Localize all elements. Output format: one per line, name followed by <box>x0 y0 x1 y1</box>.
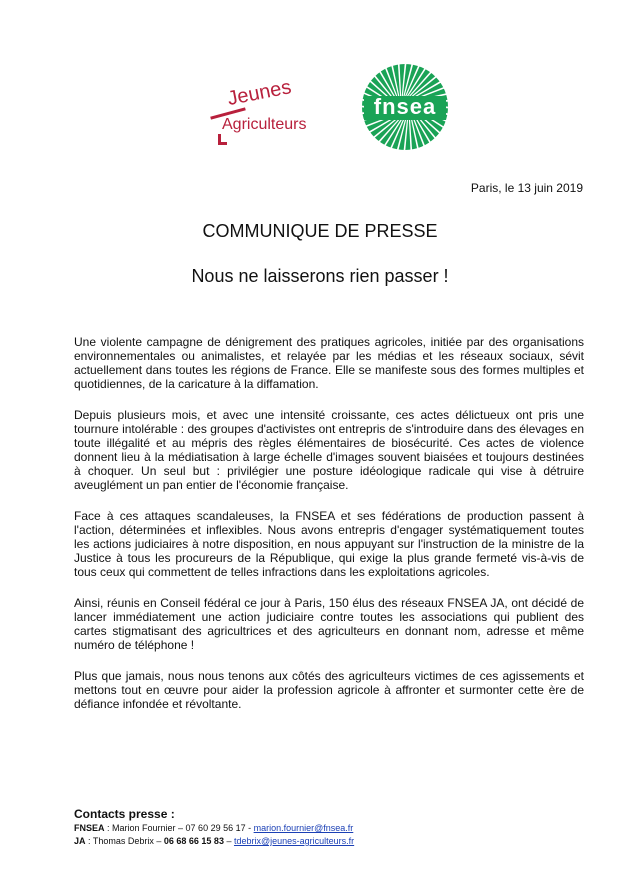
contact-ja <box>74 835 594 848</box>
document-subtitle: Nous ne laisserons rien passer ! <box>191 266 449 286</box>
contact-org: FNSEA <box>74 823 105 833</box>
document-title: COMMUNIQUE DE PRESSE <box>202 221 438 241</box>
contact-email-link[interactable]: tdebrix@jeunes-agriculteurs.fr <box>233 836 355 846</box>
body-text <box>74 335 584 728</box>
contact-details: : Thomas Debrix – <box>85 836 164 846</box>
contacts-heading: Contacts presse : <box>74 807 175 821</box>
contact-org: JA <box>74 836 86 846</box>
ja-logo-line2: Agriculteurs <box>222 116 307 133</box>
contact-email-link[interactable]: marion.fournier@fnsea.fr <box>253 823 354 833</box>
paragraph: Depuis plusieurs mois, et avec une intensité croissante, ces actes délictueux ont pris une tournure intolérable : des groupes d'activistes ont entrepris de s'introduire dans des élevages en toute illégalité et au mépris des règles élémentaires de biosécurité. Ces actes de violence donnent lieu à la médiatisation à large échelle d'images souvent biaisées et toujours destinées à choquer. Un seul but : privilégier une posture idéologique radicale qui vise à détruire aveuglément un pan entier de l'économie française. <box>74 408 584 492</box>
ja-logo-bracket <box>218 134 227 145</box>
paragraph: Ainsi, réunis en Conseil fédéral ce jour à Paris, 150 élus des réseaux FNSEA JA, ont décidé de lancer immédiatement une action judiciaire contre toutes les associations qui publient des cartes stigmatisant des agricultrices et des agriculteurs en donnant nom, adresse et même numéro de téléphone ! <box>74 596 584 652</box>
jeunes-agriculteurs-logo <box>206 78 316 142</box>
paragraph: Face à ces attaques scandaleuses, la FNSEA et ses fédérations de production passent à l'action, déterminées et inflexibles. Nous avons entrepris d'engager systématiquement toutes les actions judiciaires à notre disposition, en nous appuyant sur l'instruction de la ministre de la Justice à tous les procureurs de la République, qui exige la plus grande fermeté vis-à-vis de tous ceux qui commettent de telles infractions dans les exploitations agricoles. <box>74 509 584 579</box>
fnsea-logo-text: fnsea <box>373 94 437 119</box>
ja-logo-line1: Jeunes <box>225 76 294 111</box>
paragraph: Une violente campagne de dénigrement des pratiques agricoles, initiée par des organisations environnementales ou animalistes, et relayée par les médias et les réseaux sociaux, sévit actuellement dans toutes les régions de France. Elle se manifeste sous des formes multiples et quotidiennes, de la caricature à la diffamation. <box>74 335 584 391</box>
contact-separator: – <box>223 836 234 846</box>
fnsea-logo <box>360 62 450 152</box>
contact-fnsea <box>74 822 594 835</box>
press-contacts <box>74 807 594 848</box>
paragraph: Plus que jamais, nous nous tenons aux côtés des agriculteurs victimes de ces agissements et mettons tout en œuvre pour aider la profession agricole à affronter et surmonter cette ère de défiance infondée et révoltante. <box>74 669 584 711</box>
contact-phone: 06 68 66 15 83 <box>163 836 224 846</box>
document-date: Paris, le 13 juin 2019 <box>470 181 583 195</box>
contact-details: : Marion Fournier – 07 60 29 56 17 - <box>104 823 254 833</box>
